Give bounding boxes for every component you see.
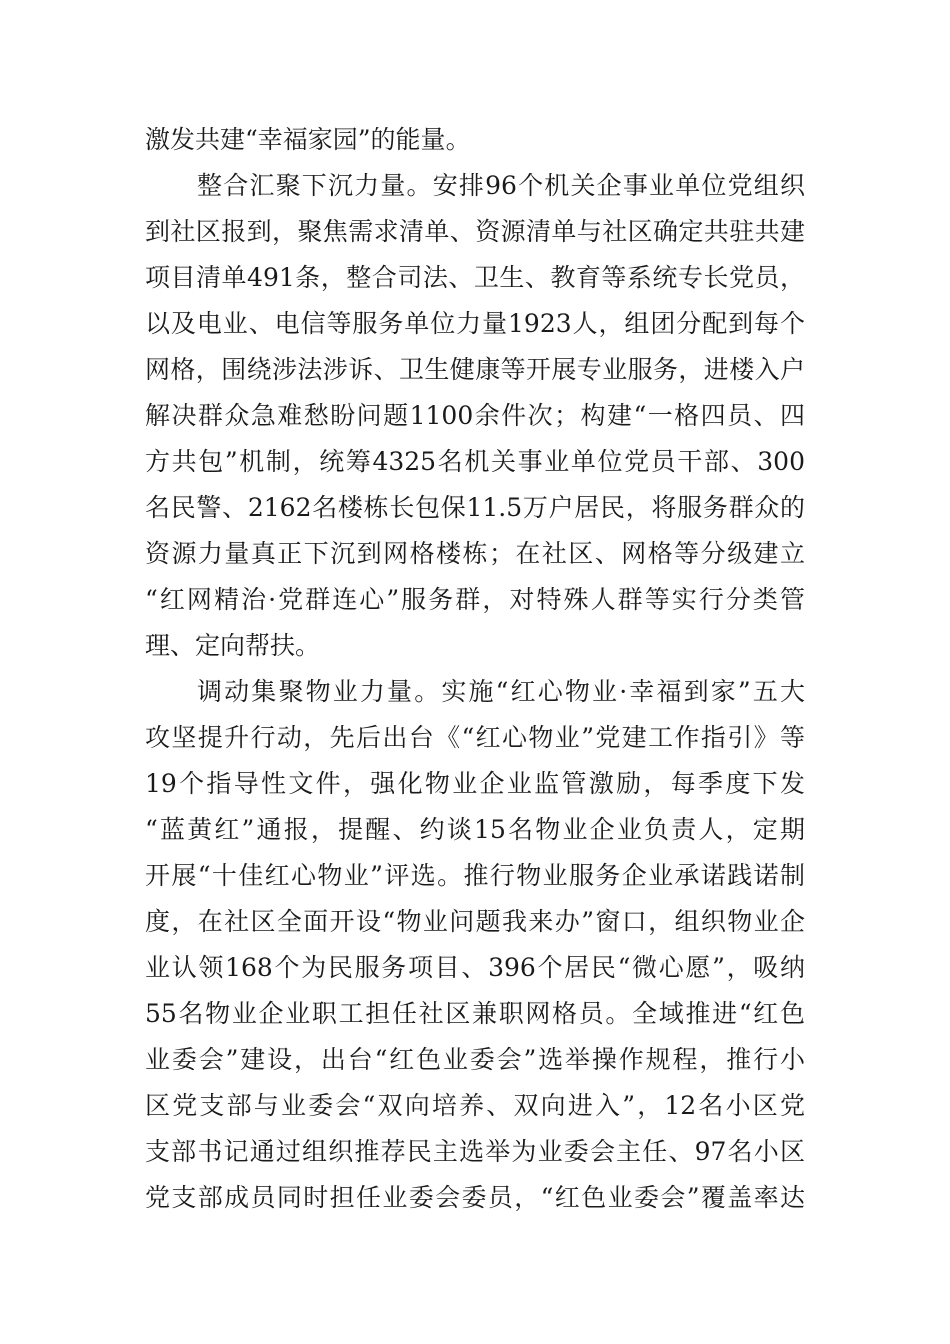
text-line: 业认领168个为民服务项目、396个居民“微心愿”，吸纳 — [145, 953, 805, 982]
text-line: “红网精治·党群连心”服务群，对特殊人群等实行分类管 — [145, 585, 805, 614]
text-line: “蓝黄红”通报，提醒、约谈15名物业企业负责人，定期 — [145, 815, 805, 844]
text-line: 解决群众急难愁盼问题1100余件次；构建“一格四员、四 — [145, 401, 805, 430]
text-line: 方共包”机制，统筹4325名机关事业单位党员干部、300 — [145, 447, 805, 476]
text-line: 支部书记通过组织推荐民主选举为业委会主任、97名小区 — [145, 1137, 805, 1166]
text-line: 55名物业企业职工担任社区兼职网格员。全域推进“红色 — [145, 999, 805, 1028]
text-line: 调动集聚物业力量。实施“红心物业·幸福到家”五大 — [197, 677, 805, 706]
text-line: 度，在社区全面开设“物业问题我来办”窗口，组织物业企 — [145, 907, 805, 936]
text-line: 业委会”建设，出台“红色业委会”选举操作规程，推行小 — [145, 1045, 805, 1074]
text-line: 以及电业、电信等服务单位力量1923人，组团分配到每个 — [145, 309, 805, 338]
text-line: 党支部成员同时担任业委会委员，“红色业委会”覆盖率达 — [145, 1183, 805, 1212]
text-line: 网格，围绕涉法涉诉、卫生健康等开展专业服务，进楼入户 — [145, 355, 805, 384]
text-line: 理、定向帮扶。 — [145, 631, 321, 660]
text-line: 19个指导性文件，强化物业企业监管激励，每季度下发 — [145, 769, 805, 798]
text-line: 资源力量真正下沉到网格楼栋；在社区、网格等分级建立 — [145, 539, 805, 568]
text-line: 名民警、2162名楼栋长包保11.5万户居民，将服务群众的 — [145, 493, 805, 522]
text-line: 开展“十佳红心物业”评选。推行物业服务企业承诺践诺制 — [145, 861, 805, 890]
text-line: 区党支部与业委会“双向培养、双向进入”，12名小区党 — [145, 1091, 805, 1120]
text-line: 激发共建“幸福家园”的能量。 — [145, 125, 471, 154]
text-line: 整合汇聚下沉力量。安排96个机关企事业单位党组织 — [197, 171, 805, 200]
text-line: 项目清单491条，整合司法、卫生、教育等系统专长党员， — [145, 263, 805, 292]
text-line: 到社区报到，聚焦需求清单、资源清单与社区确定共驻共建 — [145, 217, 805, 246]
text-line: 攻坚提升行动，先后出台《“红心物业”党建工作指引》等 — [145, 723, 805, 752]
